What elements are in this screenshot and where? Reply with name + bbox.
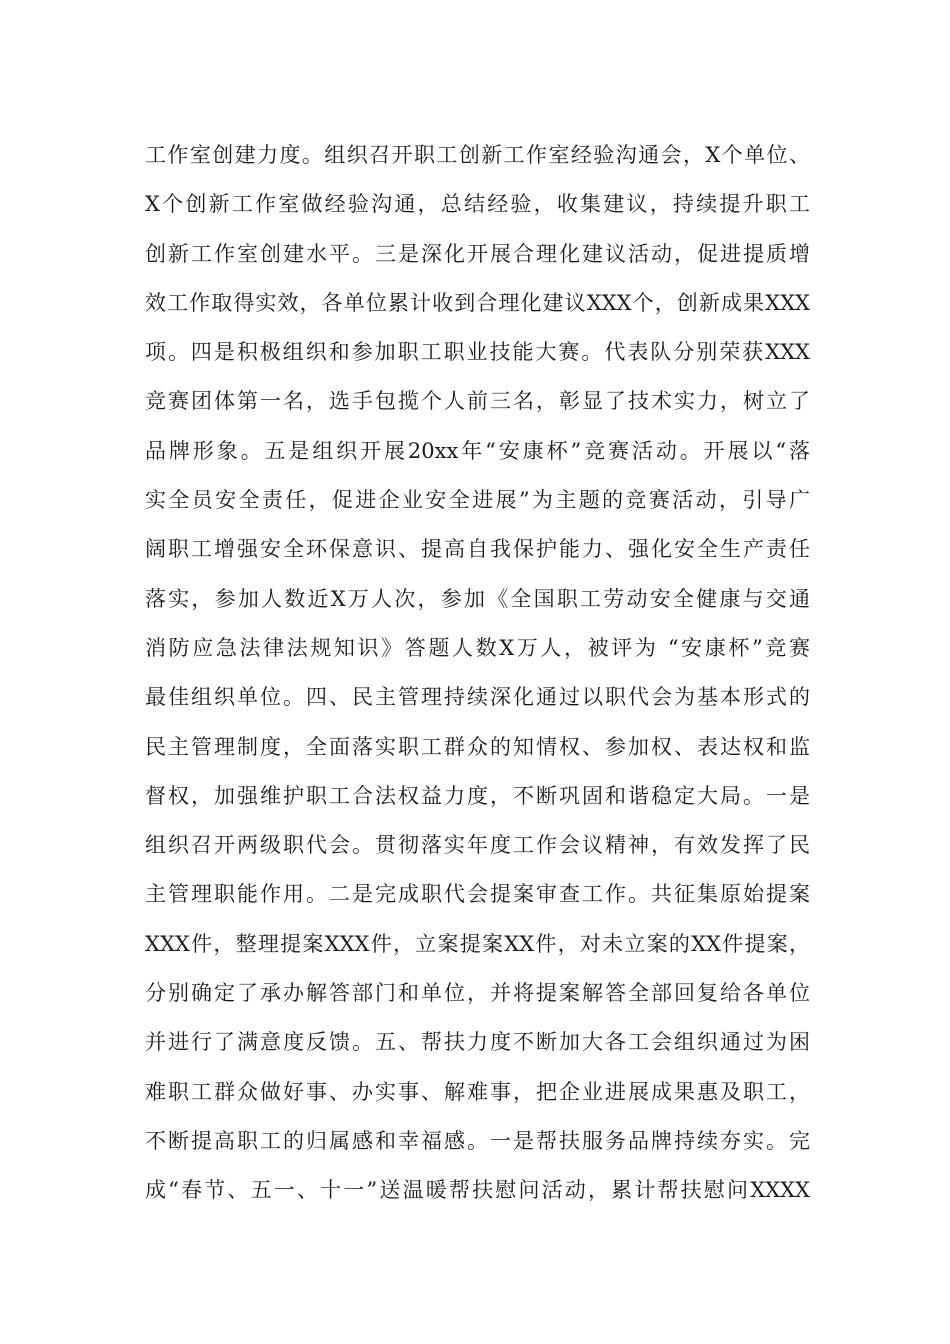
- text-line: 品牌形象。五是组织开展20xx年“安康杯”竞赛活动。开展以“落: [145, 438, 810, 463]
- text-line: 最佳组织单位。四、民主管理持续深化通过以职代会为基本形式的: [145, 685, 810, 710]
- text-line: X个创新工作室做经验沟通，总结经验，收集建议，持续提升职工: [145, 192, 810, 217]
- text-line: 民主管理制度，全面落实职工群众的知情权、参加权、表达权和监: [145, 734, 810, 759]
- text-line: 主管理职能作用。二是完成职代会提案审查工作。共征集原始提案: [145, 882, 810, 907]
- text-line: 分别确定了承办解答部门和单位，并将提案解答全部回复给各单位: [145, 981, 810, 1006]
- text-line: 工作室创建力度。组织召开职工创新工作室经验沟通会，X个单位、: [145, 143, 810, 167]
- text-line: 不断提高职工的归属感和幸福感。一是帮扶服务品牌持续夯实。完: [145, 1128, 810, 1153]
- text-line: 竞赛团体第一名，选手包揽个人前三名，彰显了技术实力，树立了: [145, 389, 810, 414]
- text-line: XXX件，整理提案XXX件，立案提案XX件，对未立案的XX件提案，: [145, 931, 810, 956]
- text-line: 督权，加强维护职工合法权益力度，不断巩固和谐稳定大局。一是: [145, 783, 810, 808]
- text-line: 难职工群众做好事、办实事、解难事，把企业进展成果惠及职工，: [145, 1079, 810, 1104]
- text-line: 成“春节、五一、十一”送温暖帮扶慰问活动，累计帮扶慰问XXXX: [145, 1178, 810, 1203]
- text-line: 效工作取得实效，各单位累计收到合理化建议XXX个，创新成果XXX: [145, 290, 810, 315]
- body-text: [145, 131, 810, 1216]
- text-line: 阔职工增强安全环保意识、提高自我保护能力、强化安全生产责任: [145, 537, 810, 562]
- text-line: 落实，参加人数近X万人次，参加《全国职工劳动安全健康与交通: [145, 586, 810, 611]
- text-line: 创新工作室创建水平。三是深化开展合理化建议活动，促进提质增: [145, 241, 810, 266]
- text-line: 实全员安全责任，促进企业安全进展”为主题的竞赛活动，引导广: [145, 488, 810, 513]
- text-line: 组织召开两级职代会。贯彻落实年度工作会议精神，有效发挥了民: [145, 833, 810, 858]
- text-line: 消防应急法律法规知识》答题人数X万人，被评为 “安康杯”竞赛: [145, 635, 810, 660]
- text-line: 项。四是积极组织和参加职工职业技能大赛。代表队分别荣获XXX: [145, 340, 810, 365]
- text-line: 并进行了满意度反馈。五、帮扶力度不断加大各工会组织通过为困: [145, 1030, 810, 1055]
